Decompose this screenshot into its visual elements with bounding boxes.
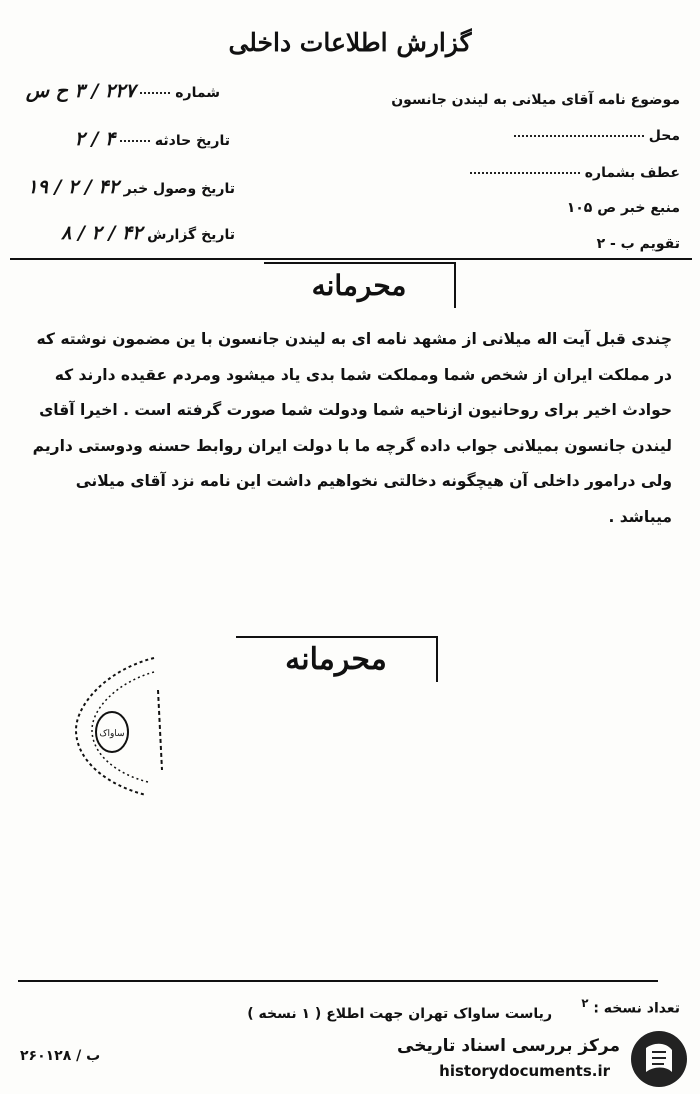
page-title: گزارش اطلاعات داخلی [228,28,472,57]
distribution-text: ریاست ساواک تهران جهت اطلاع ( ۱ نسخه ) [247,1006,552,1022]
dotted-line [514,135,644,137]
document-number: ۲۶۰۱۲۸ / ب [20,1048,101,1064]
field-label: تاریخ گزارش [147,227,235,243]
watermark-url: historydocuments.ir [439,1062,610,1080]
field-subject [380,92,680,108]
field-report-date [40,222,235,244]
body-line: چندی قبل آیت اله میلانی از مشهد نامه ای به لیندن جانسون با ین مضمون نوشته که [36,330,672,348]
field-label: تقویم [639,236,680,252]
field-receipt-date [27,176,235,198]
field-reference [480,165,680,181]
field-value: ۴۲ / ۲ / ۱۹ [27,176,119,198]
field-value: ب - ۲ [596,236,635,252]
field-number [25,80,220,102]
field-label: تاریخ وصول خبر [123,181,235,197]
field-value: ۴ / ۲ [74,128,116,150]
copies-label: تعداد نسخه : [593,1000,680,1017]
body-line: حوادث اخیر برای روحانیون ازناحیه شما ودولت شما صورت گرفته است . اخیرا آقای [39,401,672,419]
body-line: در مملکت ایران از شخص شما ومملکت شما بدی یاد میشود ومردم عقیده دارند که [54,365,672,384]
footer-divider [18,980,658,982]
watermark-logo [397,1028,690,1090]
distribution-line [247,1006,552,1022]
field-value: ص ۱۰۵ [566,200,617,216]
field-evaluation [540,236,680,252]
body-line: ولی درامور داخلی آن هیچگونه دخالتی نخواهیم داشت این نامه نزد آقای میلانی [75,472,672,490]
classification-stamp-bottom: محرمانه [236,636,438,682]
report-body [30,322,672,535]
field-value: ۲۲۷ / ۳ ح س [25,80,136,102]
field-label: شماره [175,85,220,101]
field-label: منبع خبر [620,200,680,216]
header-divider [10,258,692,260]
copies-count: ۲ [581,996,589,1010]
archive-logo-icon [628,1028,690,1090]
body-line: لیندن جانسون بمیلانی جواب داده گرچه ما با دولت ایران روابط حسنه ودوستی داریم [32,436,672,455]
field-label: موضوع [630,92,680,108]
field-label: عطف بشماره [584,165,680,181]
dotted-line [120,140,150,142]
dotted-line [140,92,170,94]
classification-stamp: محرمانه [264,262,456,308]
body-line: میباشد . [608,507,672,526]
field-incident-date [40,128,230,150]
watermark-name: مرکز بررسی اسناد تاریخی [397,1036,620,1056]
field-value: نامه آقای میلانی به لیندن جانسون [391,92,626,108]
field-location [480,128,680,144]
svg-text:ساواک: ساواک [99,729,125,739]
field-label: تاریخ حادثه [154,133,230,149]
seal-stamp-icon [66,650,164,800]
field-label: محل [648,128,680,144]
field-source [520,200,680,216]
field-value: ۴۲ / ۲ / ۸ [61,222,143,244]
dotted-line [470,172,580,174]
